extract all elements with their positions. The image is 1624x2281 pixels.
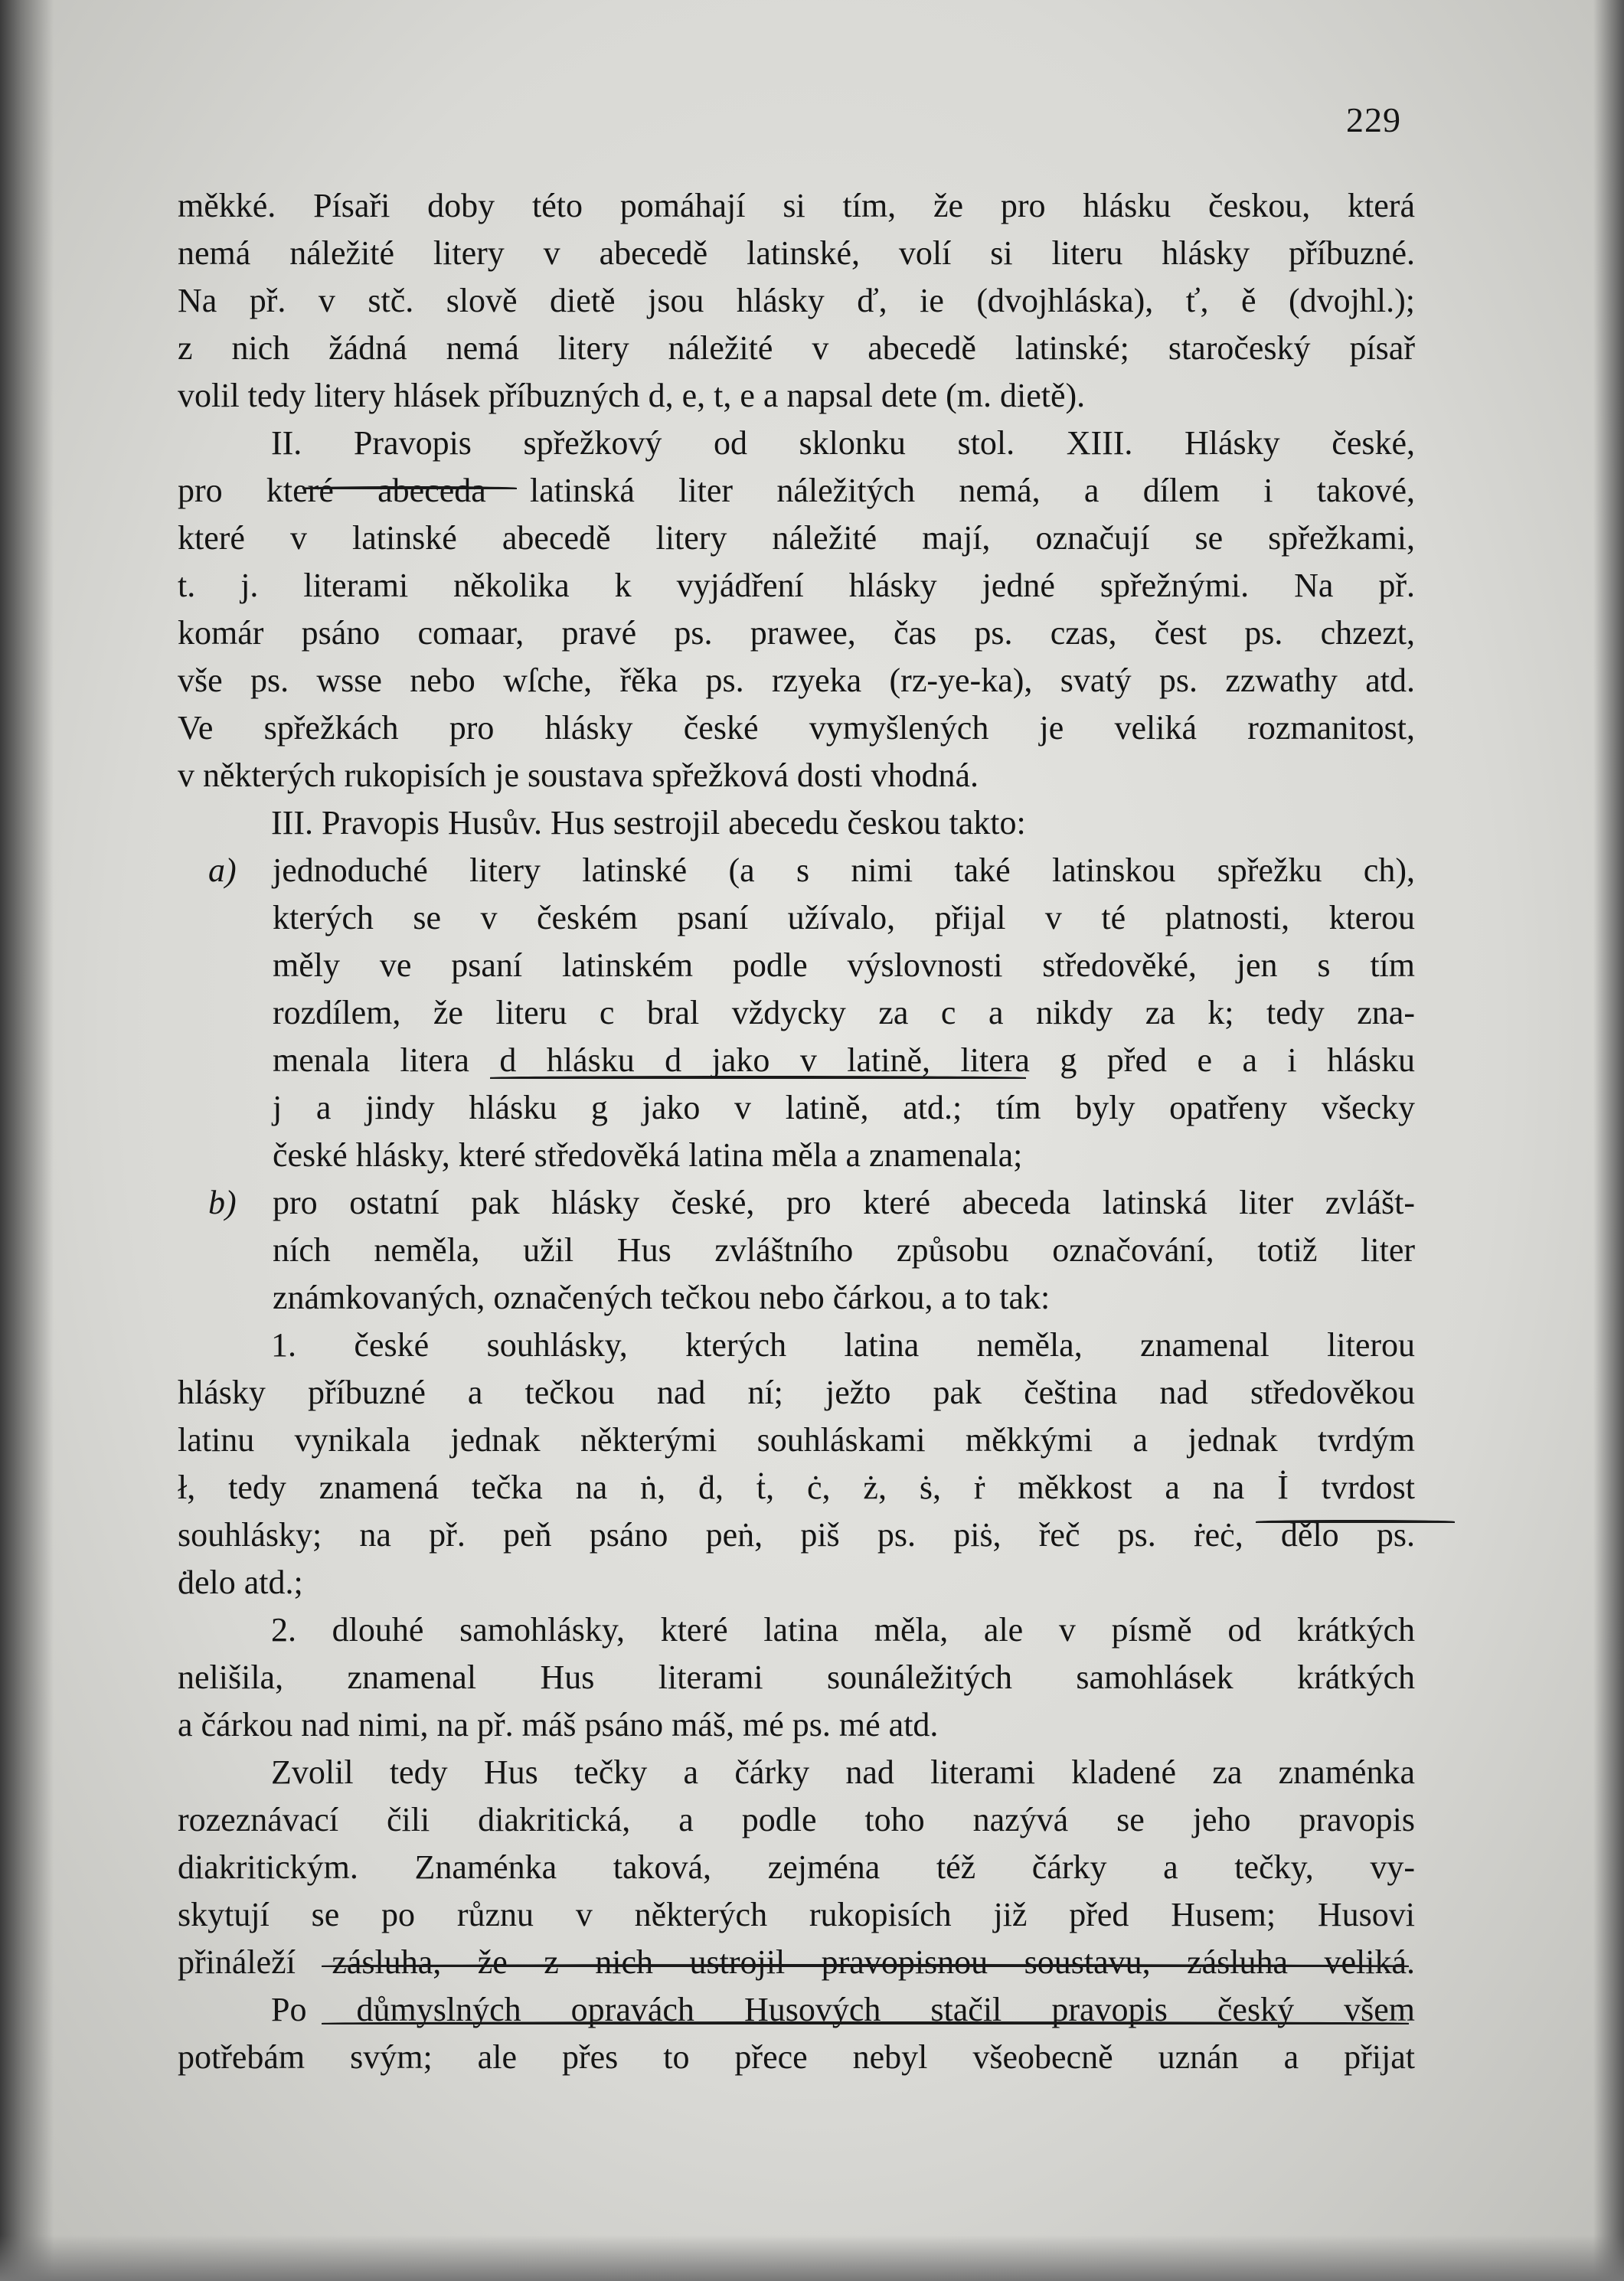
text-line: rozdílem, že literu c bral vždycky za c a nikdy za k; tedy zna- — [273, 994, 1415, 1031]
ink-underline — [322, 1964, 1409, 1967]
text-line: které v latinské abecedě litery náležité mají, označují se spřežkami, — [178, 519, 1415, 557]
page-edge-shadow — [1593, 0, 1624, 2281]
text-line: latinu vynikala jednak některými souhláskami měkkými a jednak tvrdým — [178, 1421, 1415, 1459]
text-line: Ve spřežkách pro hlásky české vymyšlených je veliká rozmanitost, — [178, 709, 1415, 747]
text-line: měkké. Písaři doby této pomáhají si tím, že pro hlásku českou, která — [178, 187, 1415, 224]
text-line: nelišila, znamenal Hus literami sounáležitých samohlásek krátkých — [178, 1658, 1415, 1696]
text-line: známkovaných, označených tečkou nebo čárkou, a to tak: — [273, 1279, 1051, 1316]
text-line: menala litera d hlásku d jako v latině, litera g před e a i hlásku — [273, 1041, 1415, 1079]
ink-underline — [1256, 1520, 1455, 1523]
text-line: v některých rukopisích je soustava spřežková dosti vhodná. — [178, 757, 979, 794]
text-line: hlásky příbuzné a tečkou nad ní; ježto pak čeština nad středověkou — [178, 1374, 1415, 1411]
list-marker: a) — [208, 851, 237, 889]
spine-shadow — [0, 0, 54, 2281]
text-line: české hlásky, které středověká latina měla a znamenala; — [273, 1136, 1023, 1174]
text-line: Zvolil tedy Hus tečky a čárky nad literami kladené za znaménka — [271, 1753, 1415, 1791]
text-line: III. Pravopis Husův. Hus sestrojil abecedu českou takto: — [271, 804, 1026, 841]
list-item-text: pro ostatní pak hlásky české, pro které abeceda latinská liter zvlášt- — [273, 1184, 1415, 1221]
text-line: komár psáno comaar, pravé ps. prawee, čas ps. czas, čest ps. chzezt, — [178, 614, 1415, 652]
text-line: vše ps. wsse nebo wſche, řěka ps. rzyeka (rz-ye-ka), svatý ps. zzwathy atd. — [178, 662, 1415, 699]
text-line: potřebám svým; ale přes to přece nebyl všeobecně uznán a přijat — [178, 2038, 1415, 2076]
text-line: souhlásky; na př. peň psáno peṅ, piš ps. piṡ, řeč ps. ṙeċ, dělo ps. — [178, 1516, 1415, 1554]
text-line: II. Pravopis spřežkový od sklonku stol. XIII. Hlásky české, — [271, 424, 1415, 462]
text-line: 1. české souhlásky, kterých latina neměla, znamenal literou — [271, 1326, 1415, 1364]
text-line: ł, tedy znamená tečka na ṅ, ḋ, ṫ, ċ, ż, ṡ, ṙ měkkost a na İ tvrdost — [178, 1469, 1415, 1506]
text-line: ḋelo atd.; — [178, 1564, 303, 1601]
text-line: 2. dlouhé samohlásky, které latina měla, ale v písmě od krátkých — [271, 1611, 1415, 1649]
body-text — [178, 182, 1415, 2081]
text-line: kterých se v českém psaní užívalo, přijal v té platnosti, kterou — [273, 899, 1415, 936]
list-marker: b) — [208, 1184, 237, 1221]
ink-underline — [302, 486, 517, 489]
ink-underline — [322, 2021, 1409, 2024]
text-line: a čárkou nad nimi, na př. máš psáno máš, mé ps. mé atd. — [178, 1706, 939, 1743]
text-line: Na př. v stč. slově dietě jsou hlásky ď, ie (dvojhláska), ť, ě (dvojhl.); — [178, 282, 1415, 319]
text-line — [178, 1179, 1415, 1227]
text-line: z nich žádná nemá litery náležité v abecedě latinské; staročeský písař — [178, 329, 1415, 367]
ink-underline — [490, 1076, 1026, 1079]
text-line: přináleží zásluha, že z nich ustrojil pravopisnou soustavu, zásluha veliká. — [178, 1943, 1415, 1981]
text-line: Po důmyslných opravách Husových stačil pravopis český všem — [271, 1991, 1415, 2028]
page-bottom-shadow — [0, 2235, 1624, 2281]
text-line: měly ve psaní latinském podle výslovnosti středověké, jen s tím — [273, 946, 1415, 984]
list-item-text: jednoduché litery latinské (a s nimi také latinskou spřežku ch), — [273, 851, 1415, 889]
text-line: t. j. literami několika k vyjádření hlásky jedné spřežnými. Na př. — [178, 567, 1415, 604]
text-line: j a jindy hlásku g jako v latině, atd.; tím byly opatřeny všecky — [273, 1089, 1415, 1126]
text-line: pro které abeceda latinská liter náležitých nemá, a dílem i takové, — [178, 472, 1415, 509]
text-line: ních neměla, užil Hus zvláštního způsobu označování, totiž liter — [273, 1231, 1415, 1269]
text-line: nemá náležité litery v abecedě latinské, volí si literu hlásky příbuzné. — [178, 234, 1415, 272]
page-number: 229 — [1346, 100, 1401, 139]
text-line: rozeznávací čili diakritická, a podle toho nazývá se jeho pravopis — [178, 1801, 1415, 1838]
text-line: diakritickým. Znaménka taková, zejména též čárky a tečky, vy- — [178, 1848, 1415, 1886]
text-line: volil tedy litery hlásek příbuzných d, e, t, e a napsal dete (m. dietě). — [178, 377, 1086, 414]
text-line: skytují se po různu v některých rukopisích již před Husem; Husovi — [178, 1896, 1415, 1933]
text-line — [178, 847, 1415, 894]
